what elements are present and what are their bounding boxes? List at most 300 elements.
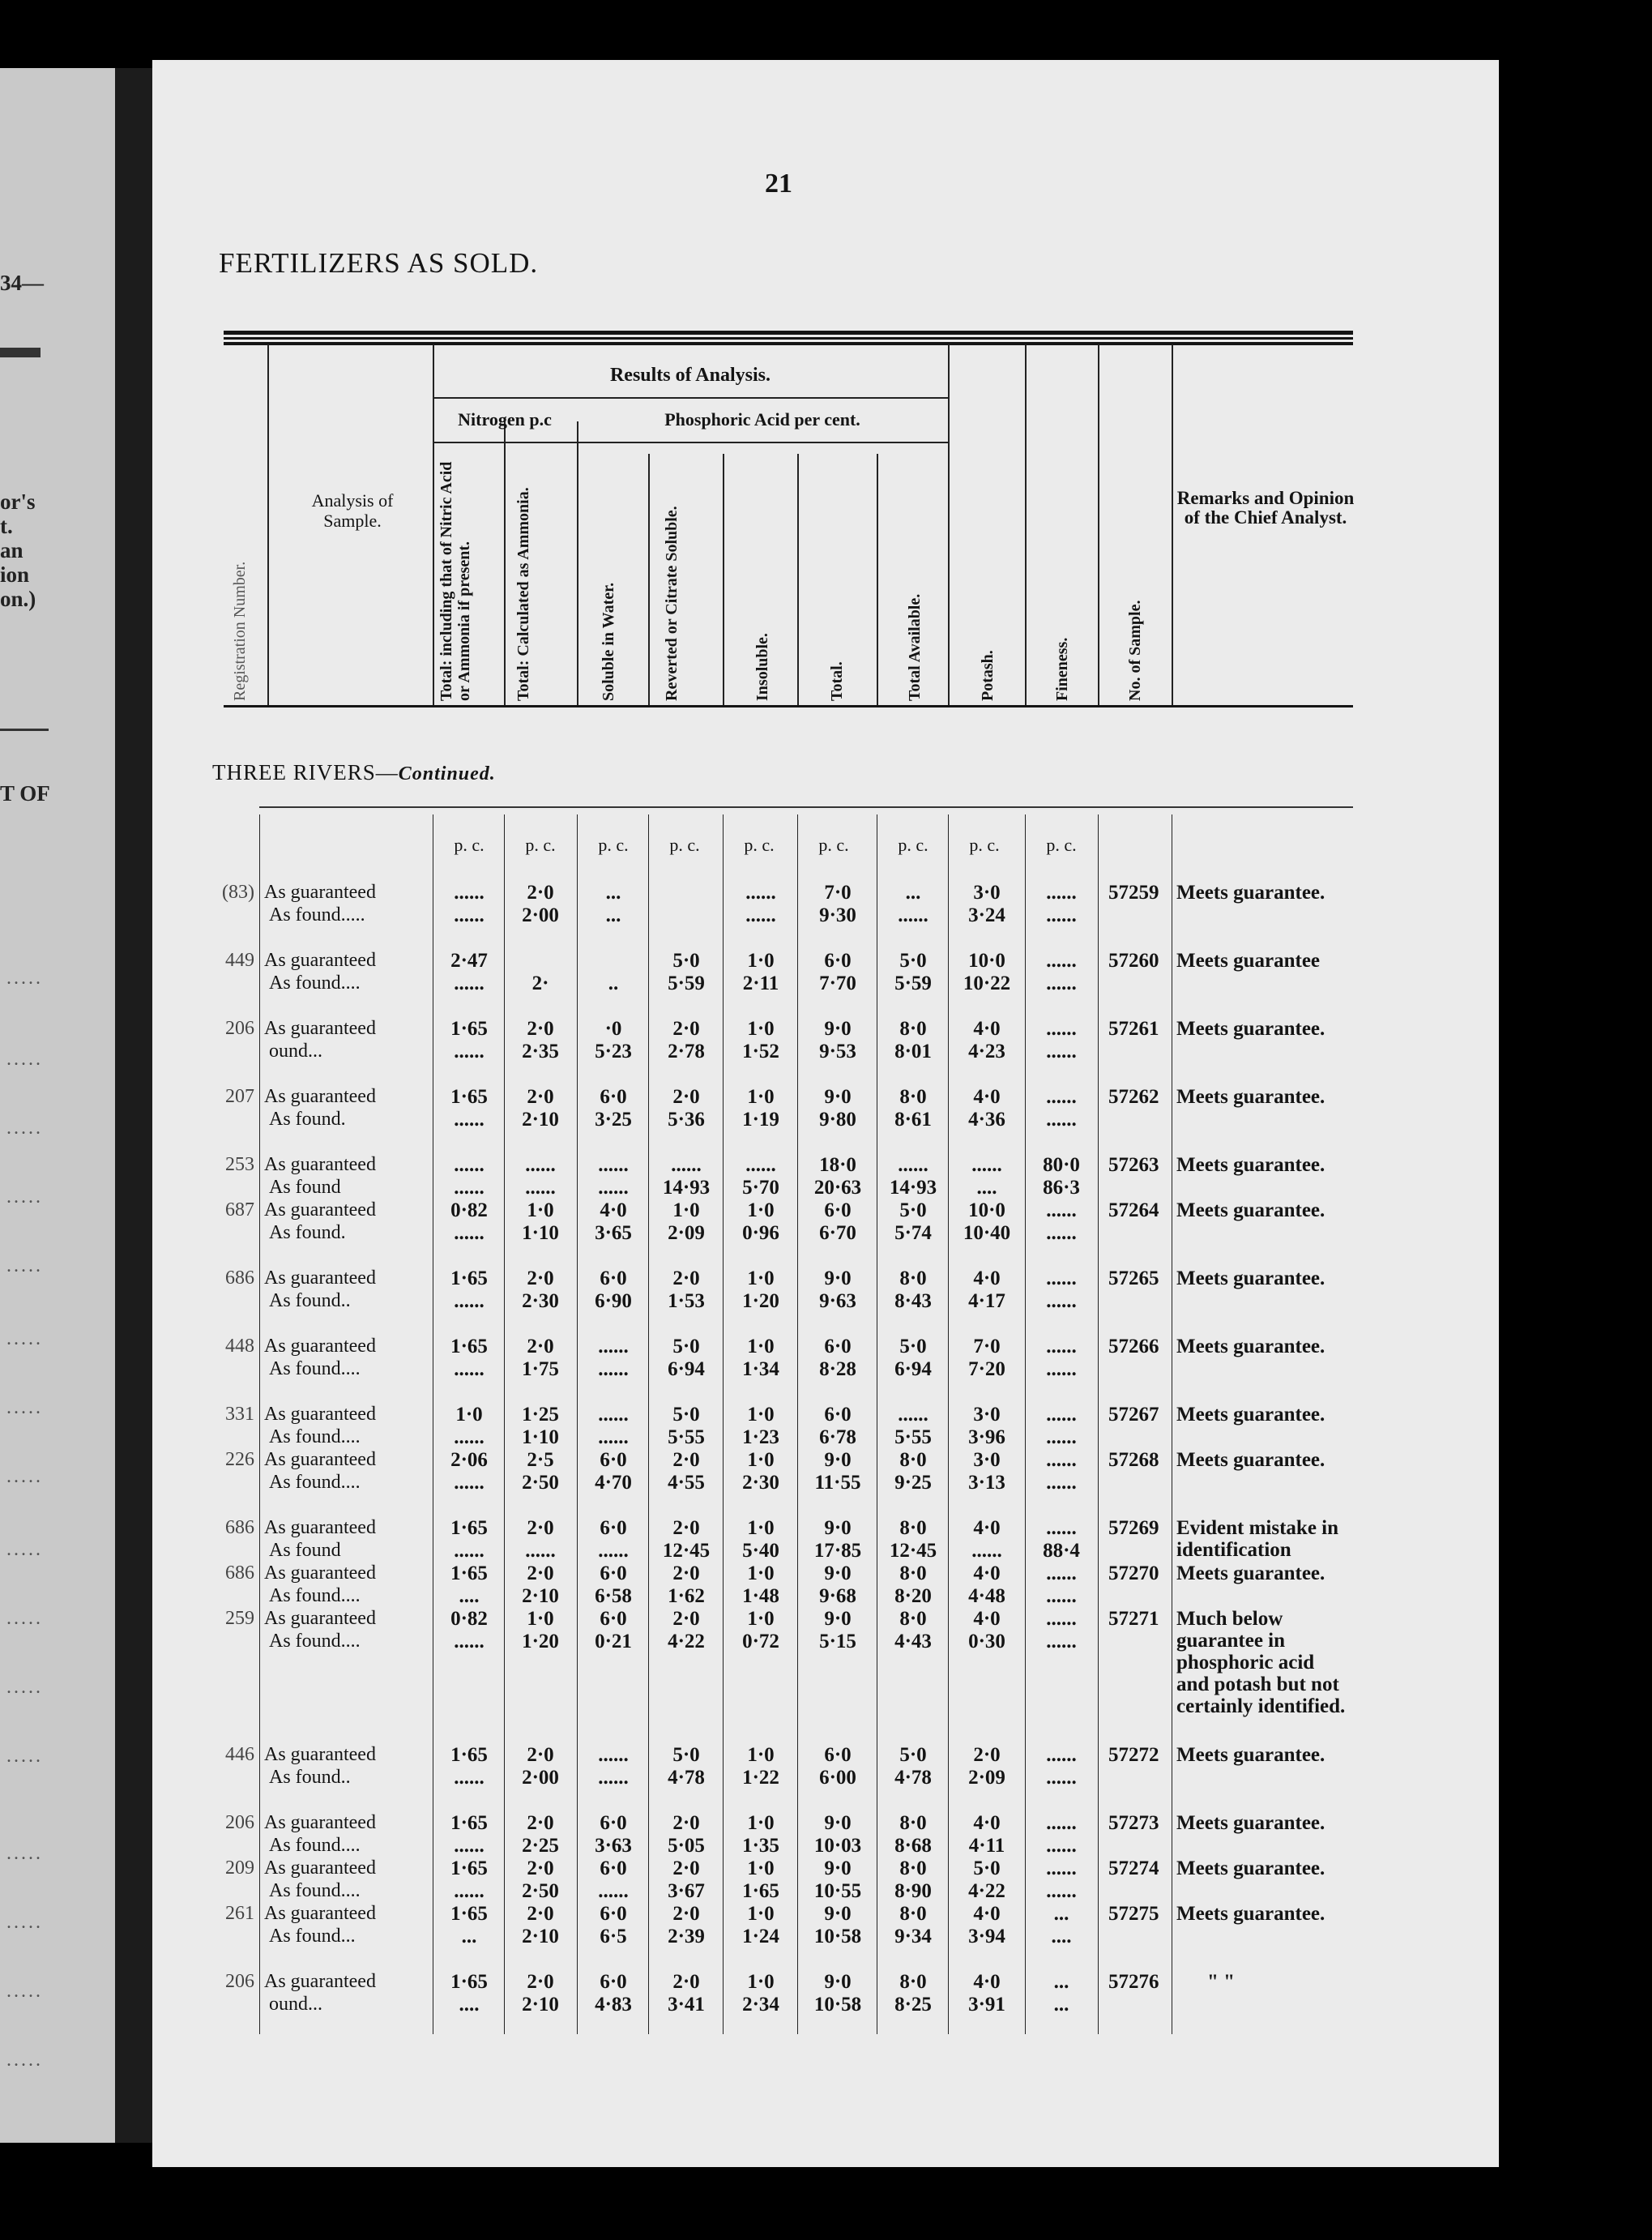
table-cell: ...... <box>1046 950 1077 972</box>
nitrogen-total-header: Total: including that of Nitric Acid or Ammonia if present. <box>438 461 473 701</box>
registration-number: 448 <box>225 1336 254 1357</box>
remark: Evident mistake in identification <box>1176 1517 1339 1561</box>
analysis-header: Analysis of Sample. <box>311 490 394 531</box>
table-cell: ...... <box>898 1154 928 1176</box>
registration-number: 261 <box>225 1903 254 1924</box>
table-cell: 4·0 <box>973 1608 1001 1630</box>
table-cell: 8·20 <box>894 1585 932 1607</box>
sample-number: 57264 <box>1108 1199 1159 1221</box>
column-divider <box>1172 344 1173 705</box>
analysis-label: As found.... <box>269 1835 361 1856</box>
table-cell: ...... <box>454 1109 485 1131</box>
table-cell: 1·0 <box>747 1744 775 1766</box>
analysis-label: As found.... <box>269 1585 361 1606</box>
analysis-label: As guaranteed <box>264 950 376 971</box>
registration-number: 207 <box>225 1086 254 1107</box>
table-cell: 8·43 <box>894 1290 932 1312</box>
table-cell: 88·4 <box>1043 1540 1080 1562</box>
table-cell: 9·0 <box>824 1517 852 1539</box>
table-cell: 14·93 <box>889 1177 937 1199</box>
table-cell: 1·65 <box>450 1562 488 1584</box>
table-cell: 6·0 <box>600 1449 627 1471</box>
table-cell: 3·0 <box>973 1404 1001 1426</box>
table-cell: 2·0 <box>527 1336 554 1357</box>
table-cell: 1·20 <box>522 1631 559 1652</box>
registration-number: 331 <box>225 1404 254 1425</box>
table-cell: 2·34 <box>742 1994 779 2016</box>
table-cell: 1·48 <box>742 1585 779 1607</box>
table-cell: 3·25 <box>595 1109 632 1131</box>
column-divider <box>1098 344 1099 705</box>
table-cell: 1·24 <box>742 1926 779 1947</box>
soluble-header: Soluble in Water. <box>600 582 617 701</box>
analysis-label: ound... <box>269 1041 322 1062</box>
table-cell: ...... <box>971 1154 1002 1176</box>
left-dot-leader: ..... <box>6 1118 43 1139</box>
table-cell: 6·94 <box>894 1358 932 1380</box>
table-cell: ...... <box>454 1222 485 1244</box>
table-cell: 2·30 <box>742 1472 779 1494</box>
table-cell: 4·0 <box>600 1199 627 1221</box>
sample-number: 57272 <box>1108 1744 1159 1766</box>
table-cell: .... <box>459 1994 480 2016</box>
table-cell: 2·0 <box>672 1903 700 1925</box>
table-cell: 1·0 <box>747 1267 775 1289</box>
table-cell: 10·55 <box>813 1880 862 1902</box>
table-cell: 1·25 <box>522 1404 559 1426</box>
table-cell: 8·90 <box>894 1880 932 1902</box>
left-dot-leader: ..... <box>6 1539 43 1560</box>
table-cell: ...... <box>454 904 485 926</box>
table-cell: 1·65 <box>450 1517 488 1539</box>
remark: Meets guarantee. <box>1176 1199 1325 1221</box>
table-cell: 8·0 <box>899 1449 927 1471</box>
table-cell: ...... <box>454 1472 485 1494</box>
table-cell: 2·0 <box>672 1562 700 1584</box>
registration-number: 687 <box>225 1199 254 1220</box>
table-cell: 1·0 <box>747 1404 775 1426</box>
table-cell: 14·93 <box>662 1177 711 1199</box>
table-cell: ...... <box>745 882 776 904</box>
table-cell: ·0 <box>604 1018 622 1040</box>
table-cell: 8·0 <box>899 1903 927 1925</box>
column-divider <box>577 421 578 705</box>
left-dot-leader: ..... <box>6 1255 43 1276</box>
table-cell: 1·53 <box>668 1290 705 1312</box>
left-dot-leader: ..... <box>6 1912 43 1933</box>
table-cell: 6·0 <box>600 1517 627 1539</box>
table-cell: 2·09 <box>968 1767 1005 1789</box>
left-dot-leader: ..... <box>6 1746 43 1767</box>
table-cell: 1·0 <box>455 1404 483 1426</box>
table-cell: ...... <box>598 1744 629 1766</box>
table-cell: 1·65 <box>450 1336 488 1357</box>
table-cell: ...... <box>1046 1086 1077 1108</box>
table-cell: ...... <box>1046 1290 1077 1312</box>
table-cell: 6·0 <box>600 1086 627 1108</box>
table-cell: ...... <box>971 1540 1002 1562</box>
table-cell: 2·47 <box>450 950 488 972</box>
table-cell: 6·0 <box>824 1404 852 1426</box>
table-cell: 9·34 <box>894 1926 932 1947</box>
table-cell: 17·85 <box>813 1540 862 1562</box>
table-cell: ...... <box>1046 1857 1077 1879</box>
table-cell: 5·05 <box>668 1835 705 1857</box>
table-cell: 12·45 <box>889 1540 937 1562</box>
table-cell: ...... <box>454 1177 485 1199</box>
phosphoric-header: Phosphoric Acid per cent. <box>664 409 860 430</box>
table-cell: ...... <box>1046 1449 1077 1471</box>
table-cell: ...... <box>454 1540 485 1562</box>
table-cell: 5·55 <box>894 1426 932 1448</box>
table-cell: 6·0 <box>600 1267 627 1289</box>
analysis-label: As guaranteed <box>264 1154 376 1175</box>
table-cell: ...... <box>1046 1562 1077 1584</box>
top-rule <box>224 337 1353 340</box>
analysis-label: As found.... <box>269 1358 361 1379</box>
table-cell: 5·74 <box>894 1222 932 1244</box>
table-cell: ...... <box>1046 1517 1077 1539</box>
table-cell: 10·0 <box>968 950 1005 972</box>
table-cell: ... <box>1053 1994 1069 2016</box>
column-divider <box>723 814 724 2034</box>
analysis-label: As found..... <box>269 904 365 925</box>
table-cell: ...... <box>1046 1109 1077 1131</box>
table-cell: 2·00 <box>522 1767 559 1789</box>
table-cell: 3·63 <box>595 1835 632 1857</box>
table-cell: 4·22 <box>968 1880 1005 1902</box>
table-cell: 6·0 <box>600 1608 627 1630</box>
registration-number: 686 <box>225 1562 254 1584</box>
table-cell: ...... <box>454 1426 485 1448</box>
table-cell: 1·65 <box>742 1880 779 1902</box>
table-cell: 3·0 <box>973 1449 1001 1471</box>
table-cell: 5·0 <box>899 1199 927 1221</box>
table-cell: ...... <box>525 1177 556 1199</box>
table-cell: 1·22 <box>742 1767 779 1789</box>
remark: Meets guarantee. <box>1176 1857 1325 1879</box>
table-cell: 6·5 <box>600 1926 627 1947</box>
table-cell: 9·0 <box>824 1903 852 1925</box>
column-divider <box>1025 814 1026 2034</box>
table-cell: ... <box>461 1926 477 1947</box>
sample-number: 57267 <box>1108 1404 1159 1426</box>
section-rule <box>259 806 1353 808</box>
column-divider <box>948 344 950 705</box>
header-bottom-rule <box>224 705 1353 707</box>
table-cell: ...... <box>598 1540 629 1562</box>
table-cell: 5·0 <box>899 1744 927 1766</box>
table-cell: ...... <box>1046 1222 1077 1244</box>
sample-number: 57269 <box>1108 1517 1159 1539</box>
table-cell: 8·61 <box>894 1109 932 1131</box>
table-cell: ...... <box>454 1835 485 1857</box>
remark: Meets guarantee. <box>1176 1404 1325 1426</box>
remark: Much below guarantee in phosphoric acid and potash but not certainly identified. <box>1176 1608 1346 1717</box>
analysis-label: As found.... <box>269 1880 361 1901</box>
table-cell: 2·11 <box>742 973 779 994</box>
table-cell: ...... <box>598 1426 629 1448</box>
table-cell: .. <box>608 973 619 994</box>
table-cell: 7·70 <box>819 973 856 994</box>
table-cell: 1·19 <box>742 1109 779 1131</box>
sample-number: 57259 <box>1108 882 1159 904</box>
table-cell: 8·25 <box>894 1994 932 2016</box>
analysis-label: As found. <box>269 1109 346 1130</box>
table-cell: 4·0 <box>973 1903 1001 1925</box>
analysis-label: ound... <box>269 1994 322 2015</box>
table-cell: ...... <box>598 1154 629 1176</box>
table-cell: 11·55 <box>814 1472 861 1494</box>
table-cell: 9·25 <box>894 1472 932 1494</box>
table-cell: 1·0 <box>747 950 775 972</box>
table-cell: 1·0 <box>747 1336 775 1357</box>
table-cell: 4·0 <box>973 1086 1001 1108</box>
table-cell: 0·82 <box>450 1608 488 1630</box>
total-header: Total. <box>828 661 846 701</box>
column-divider <box>877 454 878 705</box>
ammonia-header: Total: Calculated as Ammonia. <box>514 487 532 701</box>
table-cell: 5·0 <box>899 1336 927 1357</box>
table-cell: 4·0 <box>973 1018 1001 1040</box>
table-cell: 1·34 <box>742 1358 779 1380</box>
table-cell: 2·0 <box>527 1903 554 1925</box>
left-page-edge <box>0 68 115 2143</box>
registration-number: 259 <box>225 1608 254 1629</box>
table-cell: 9·0 <box>824 1449 852 1471</box>
table-cell: 2·0 <box>973 1744 1001 1766</box>
registration-number: 686 <box>225 1517 254 1538</box>
table-cell: 1·0 <box>747 1449 775 1471</box>
section-suffix: Continued. <box>398 763 496 784</box>
table-cell: 5·55 <box>668 1426 705 1448</box>
table-cell: 8·0 <box>899 1018 927 1040</box>
reverted-header: Reverted or Citrate Soluble. <box>663 506 681 701</box>
column-divider <box>648 814 649 2034</box>
table-cell: ... <box>605 904 621 926</box>
table-cell: 2·0 <box>672 1812 700 1834</box>
table-cell: ...... <box>1046 882 1077 904</box>
table-cell: 3·0 <box>973 882 1001 904</box>
table-cell: .... <box>1051 1926 1072 1947</box>
table-cell: 4·36 <box>968 1109 1005 1131</box>
table-cell: 5·0 <box>899 950 927 972</box>
registration-number: 446 <box>225 1744 254 1765</box>
table-cell: ... <box>905 882 921 904</box>
table-cell: 8·0 <box>899 1086 927 1108</box>
table-cell: 6·0 <box>600 1971 627 1993</box>
table-cell: ...... <box>454 1358 485 1380</box>
table-cell: 2·0 <box>527 1744 554 1766</box>
table-cell: 8·0 <box>899 1971 927 1993</box>
left-rule <box>0 729 49 731</box>
table-cell: 3·41 <box>668 1994 705 2016</box>
table-cell: ...... <box>525 1154 556 1176</box>
sample-number: 57262 <box>1108 1086 1159 1108</box>
table-cell: 2·25 <box>522 1835 559 1857</box>
remark: Meets guarantee. <box>1176 1449 1325 1471</box>
top-rule <box>224 331 1353 335</box>
left-dot-leader: ..... <box>6 1328 43 1349</box>
sample-number: 57266 <box>1108 1336 1159 1357</box>
left-fragment: an <box>0 538 23 562</box>
unit-label: p. c. <box>969 835 1000 855</box>
table-cell: 2·0 <box>527 1086 554 1108</box>
analysis-label: As guaranteed <box>264 1971 376 1992</box>
registration-number-header: Registration Number. <box>231 561 249 701</box>
table-cell: 10·03 <box>813 1835 862 1857</box>
table-cell: 9·53 <box>819 1041 856 1062</box>
table-cell: 2·10 <box>522 1585 559 1607</box>
table-cell: 9·0 <box>824 1608 852 1630</box>
table-cell: 8·0 <box>899 1517 927 1539</box>
table-cell: .... <box>459 1585 480 1607</box>
table-cell: 1·62 <box>668 1585 705 1607</box>
table-cell: ...... <box>454 1154 485 1176</box>
table-cell: 7·0 <box>973 1336 1001 1357</box>
table-cell: 1·65 <box>450 1903 488 1925</box>
table-cell: ...... <box>1046 1358 1077 1380</box>
analysis-label: As guaranteed <box>264 1199 376 1220</box>
table-cell: 5·59 <box>668 973 705 994</box>
table-cell: 10·40 <box>963 1222 1011 1244</box>
table-cell: 18·0 <box>819 1154 856 1176</box>
table-cell: 3·67 <box>668 1880 705 1902</box>
sample-number: 57268 <box>1108 1449 1159 1471</box>
table-cell: ...... <box>1046 1426 1077 1448</box>
column-divider <box>504 421 506 705</box>
table-cell: 9·0 <box>824 1971 852 1993</box>
analysis-label: As guaranteed <box>264 1404 376 1425</box>
table-cell: 8·0 <box>899 1562 927 1584</box>
table-cell: 0·72 <box>742 1631 779 1652</box>
table-cell: 8·28 <box>819 1358 856 1380</box>
table-cell: 6·00 <box>819 1767 856 1789</box>
sample-number: 57276 <box>1108 1971 1159 1993</box>
analysis-label: As guaranteed <box>264 1744 376 1765</box>
table-cell: ...... <box>454 1880 485 1902</box>
table-cell: .... <box>976 1177 997 1199</box>
remark: Meets guarantee. <box>1176 1267 1325 1289</box>
table-cell: 6·0 <box>600 1903 627 1925</box>
table-cell: ...... <box>525 1540 556 1562</box>
table-cell: 7·0 <box>824 882 852 904</box>
table-cell: 2·0 <box>672 1267 700 1289</box>
table-cell: 1·65 <box>450 1086 488 1108</box>
table-cell: 1·0 <box>672 1199 700 1221</box>
table-cell: ...... <box>598 1404 629 1426</box>
analysis-label: As found. <box>269 1222 346 1243</box>
table-cell: 1·65 <box>450 1018 488 1040</box>
unit-label: p. c. <box>454 835 485 855</box>
left-dot-leader: ..... <box>6 1608 43 1629</box>
analysis-label: As found <box>269 1540 341 1561</box>
table-cell: 4·83 <box>595 1994 632 2016</box>
analysis-label: As guaranteed <box>264 1018 376 1039</box>
table-cell: 5·59 <box>894 973 932 994</box>
table-cell: ...... <box>1046 1631 1077 1652</box>
table-cell: 20·63 <box>813 1177 862 1199</box>
table-cell: 6·0 <box>824 1336 852 1357</box>
table-cell: 1·10 <box>522 1426 559 1448</box>
left-dot-leader: ..... <box>6 1981 43 2002</box>
table-cell: 2·0 <box>527 1018 554 1040</box>
table-cell: 3·91 <box>968 1994 1005 2016</box>
table-cell: 1·75 <box>522 1358 559 1380</box>
table-cell: 9·63 <box>819 1290 856 1312</box>
book-gutter <box>115 68 152 2143</box>
table-cell: 2·0 <box>527 882 554 904</box>
registration-number: 449 <box>225 950 254 971</box>
sample-number: 57270 <box>1108 1562 1159 1584</box>
table-cell: 2·0 <box>672 1449 700 1471</box>
table-cell: 1·65 <box>450 1812 488 1834</box>
table-cell: ...... <box>1046 1835 1077 1857</box>
remark: Meets guarantee. <box>1176 882 1325 904</box>
sample-number: 57273 <box>1108 1812 1159 1834</box>
table-cell: 1·35 <box>742 1835 779 1857</box>
remark: " " <box>1207 1971 1236 1993</box>
table-cell: 5·15 <box>819 1631 856 1652</box>
table-cell: 2·0 <box>527 1812 554 1834</box>
table-cell: 1·65 <box>450 1971 488 1993</box>
table-cell: 2·0 <box>672 1857 700 1879</box>
table-cell: ...... <box>1046 1404 1077 1426</box>
table-cell: 1·65 <box>450 1267 488 1289</box>
analysis-label: As guaranteed <box>264 1903 376 1924</box>
table-cell: 9·68 <box>819 1585 856 1607</box>
table-cell: ...... <box>454 1631 485 1652</box>
table-cell: ...... <box>745 904 776 926</box>
table-cell: 6·58 <box>595 1585 632 1607</box>
left-dot-leader: ..... <box>6 2050 43 2071</box>
table-cell: 2·35 <box>522 1041 559 1062</box>
registration-number: 226 <box>225 1449 254 1470</box>
table-cell: 2·78 <box>668 1041 705 1062</box>
table-cell: ...... <box>1046 973 1077 994</box>
table-cell: ...... <box>1046 1608 1077 1630</box>
table-cell: 2·10 <box>522 1926 559 1947</box>
analysis-label: As guaranteed <box>264 1857 376 1879</box>
table-cell: 8·0 <box>899 1608 927 1630</box>
sample-number: 57275 <box>1108 1903 1159 1925</box>
table-cell: 6·0 <box>824 1744 852 1766</box>
column-divider <box>267 344 269 705</box>
table-cell: ...... <box>454 1290 485 1312</box>
sample-number: 57274 <box>1108 1857 1159 1879</box>
column-divider <box>648 454 650 705</box>
table-cell: ...... <box>454 1767 485 1789</box>
remark: Meets guarantee. <box>1176 1336 1325 1357</box>
table-cell: 2·0 <box>527 1562 554 1584</box>
table-cell: 3·65 <box>595 1222 632 1244</box>
table-cell: 4·48 <box>968 1585 1005 1607</box>
unit-label: p. c. <box>898 835 928 855</box>
column-divider <box>1098 814 1099 2034</box>
table-cell: 10·0 <box>968 1199 1005 1221</box>
column-divider <box>259 814 260 2034</box>
page-number: 21 <box>765 169 792 199</box>
column-divider <box>577 814 578 2034</box>
table-cell: 5·0 <box>672 1744 700 1766</box>
table-cell: 1·0 <box>747 1903 775 1925</box>
column-divider <box>723 454 724 705</box>
table-cell: 1·65 <box>450 1744 488 1766</box>
table-cell: 2·39 <box>668 1926 705 1947</box>
unit-label: p. c. <box>598 835 629 855</box>
table-cell: 4·78 <box>894 1767 932 1789</box>
results-header: Results of Analysis. <box>609 365 771 386</box>
